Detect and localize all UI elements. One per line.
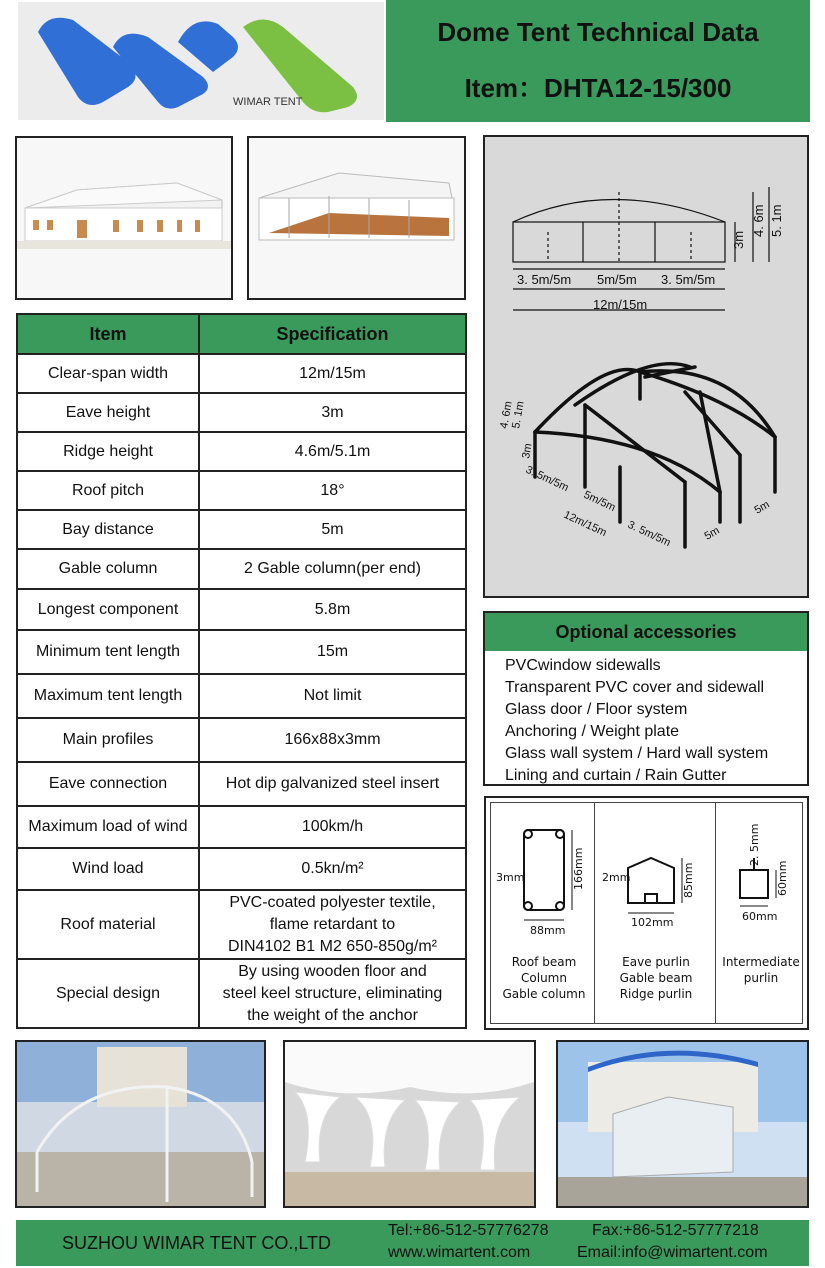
curtain-interior-image-icon <box>285 1042 534 1206</box>
row-item: Eave height <box>17 393 199 432</box>
header-title-panel <box>386 0 810 122</box>
company-name: SUZHOU WIMAR TENT CO.,LTD <box>62 1233 332 1253</box>
row-spec: 5.8m <box>199 589 466 630</box>
list-item: Glass wall system / Hard wall system <box>505 745 769 762</box>
tent-interior-image-icon <box>249 138 464 298</box>
label-line: Intermediate <box>722 955 800 969</box>
table-row <box>17 762 466 806</box>
table-row <box>17 432 466 471</box>
row-spec: 100km/h <box>199 806 466 848</box>
footer <box>16 1220 809 1266</box>
tent-dimension-drawing-icon <box>485 137 807 596</box>
table-row <box>17 549 466 589</box>
row-item: Special design <box>17 959 199 1028</box>
table-row <box>17 589 466 630</box>
list-item: Transparent PVC cover and sidewall <box>505 679 765 696</box>
svg-text:5. 1m: 5. 1m <box>510 400 527 430</box>
spec-table <box>16 313 467 1029</box>
svg-text:5m/5m: 5m/5m <box>581 488 618 514</box>
svg-text:WIMAR TENT: WIMAR TENT <box>233 96 303 108</box>
tent-exterior-image-icon <box>17 138 231 298</box>
list-item: PVCwindow sidewalls <box>505 657 661 674</box>
profiles-panel <box>484 796 809 1030</box>
label-line: Eave purlin <box>622 955 690 969</box>
spec-table-header <box>17 314 466 354</box>
row-item: Gable column <box>17 549 199 589</box>
list-item: Lining and curtain / Rain Gutter <box>505 767 727 784</box>
svg-text:4. 6m: 4. 6m <box>751 204 766 237</box>
svg-text:3m: 3m <box>731 230 746 249</box>
svg-text:3. 5m/5m: 3. 5m/5m <box>625 518 673 550</box>
col-item-header: Item <box>17 314 199 354</box>
table-row <box>17 718 466 762</box>
profile-label-1 <box>494 954 594 1002</box>
page-title: Dome Tent Technical Data <box>437 17 759 47</box>
svg-text:3m: 3m <box>520 442 535 460</box>
construction-image-icon <box>17 1042 264 1206</box>
row-item: Ridge height <box>17 432 199 471</box>
svg-text:60mm: 60mm <box>776 860 789 896</box>
profile-label-2 <box>598 954 714 1002</box>
col-spec-header: Specification <box>199 314 466 354</box>
accessories-list <box>483 651 809 786</box>
row-item: Main profiles <box>17 718 199 762</box>
item-code: Item：DHTA12-15/300 <box>464 73 732 103</box>
svg-text:102mm: 102mm <box>631 916 674 929</box>
row-spec: 4.6m/5.1m <box>199 432 466 471</box>
table-row <box>17 354 466 393</box>
table-row <box>17 959 466 1028</box>
row-spec: Not limit <box>199 674 466 718</box>
footer-website-link[interactable]: www.wimartent.com <box>388 1244 531 1261</box>
svg-text:3. 5m/5m: 3. 5m/5m <box>517 272 572 287</box>
table-row <box>17 674 466 718</box>
svg-text:3. 5m/5m: 3. 5m/5m <box>523 463 571 495</box>
footer-tel: Tel:+86-512-57776278 <box>388 1222 549 1239</box>
label-line: Column <box>521 971 567 985</box>
row-item: Longest component <box>17 589 199 630</box>
spec-line: steel keel structure, eliminating <box>222 984 443 1002</box>
svg-text:88mm: 88mm <box>530 924 566 937</box>
svg-text:5m/5m: 5m/5m <box>597 272 637 287</box>
svg-text:12m/15m: 12m/15m <box>561 508 609 540</box>
technical-drawing <box>483 135 809 598</box>
table-row <box>17 630 466 674</box>
row-item: Wind load <box>17 848 199 890</box>
spec-line: the weight of the anchor <box>247 1006 418 1024</box>
row-spec: 15m <box>199 630 466 674</box>
svg-text:2. 5mm: 2. 5mm <box>748 823 761 866</box>
row-item: Maximum tent length <box>17 674 199 718</box>
wimar-logo-icon <box>18 2 384 120</box>
label-line: Gable column <box>502 987 586 1001</box>
spec-line: flame retardant to <box>269 915 396 933</box>
footer-email-link[interactable]: Email:info@wimartent.com <box>577 1244 768 1261</box>
row-item: Clear-span width <box>17 354 199 393</box>
tent-photo-exterior <box>15 136 233 300</box>
table-row <box>17 806 466 848</box>
svg-text:5. 1m: 5. 1m <box>769 204 784 237</box>
row-spec: 18° <box>199 471 466 510</box>
footer-fax: Fax:+86-512-57777218 <box>592 1222 759 1239</box>
row-spec: 3m <box>199 393 466 432</box>
label-line: purlin <box>743 971 779 985</box>
row-item: Bay distance <box>17 510 199 549</box>
row-spec <box>199 959 466 1028</box>
photo-frame-interior-curtains <box>283 1040 536 1208</box>
tent-photo-interior <box>247 136 466 300</box>
clear-tent-image-icon <box>558 1042 807 1206</box>
profile-label-3 <box>718 954 804 986</box>
accessories-title: Optional accessories <box>483 611 809 651</box>
row-item: Minimum tent length <box>17 630 199 674</box>
row-item: Eave connection <box>17 762 199 806</box>
row-spec: 2 Gable column(per end) <box>199 549 466 589</box>
row-item: Roof material <box>17 890 199 959</box>
row-item: Roof pitch <box>17 471 199 510</box>
svg-text:5m: 5m <box>702 524 722 543</box>
svg-text:12m/15m: 12m/15m <box>593 297 648 312</box>
photo-frame-construction <box>15 1040 266 1208</box>
row-spec: 5m <box>199 510 466 549</box>
row-spec <box>199 890 466 959</box>
svg-text:3mm: 3mm <box>496 871 525 884</box>
row-spec: 0.5kn/m² <box>199 848 466 890</box>
svg-text:166mm: 166mm <box>572 847 585 890</box>
svg-text:85mm: 85mm <box>682 862 695 898</box>
row-spec: 12m/15m <box>199 354 466 393</box>
row-spec: Hot dip galvanized steel insert <box>199 762 466 806</box>
table-row <box>17 848 466 890</box>
label-line: Gable beam <box>619 971 693 985</box>
spec-line: DIN4102 B1 M2 650-850g/m² <box>228 937 437 955</box>
svg-text:60mm: 60mm <box>742 910 778 923</box>
list-item: Glass door / Floor system <box>505 701 688 718</box>
photo-frame-exterior-clear <box>556 1040 809 1208</box>
spec-line: By using wooden floor and <box>238 962 427 980</box>
row-item: Maximum load of wind <box>17 806 199 848</box>
table-row <box>17 510 466 549</box>
spec-line: PVC-coated polyester textile, <box>229 893 436 911</box>
label-line: Roof beam <box>511 955 577 969</box>
svg-text:2mm: 2mm <box>602 871 631 884</box>
table-row <box>17 890 466 959</box>
table-row <box>17 471 466 510</box>
row-spec: 166x88x3mm <box>199 718 466 762</box>
svg-text:4. 6m: 4. 6m <box>498 400 515 430</box>
label-line: Ridge purlin <box>619 987 693 1001</box>
list-item: Anchoring / Weight plate <box>505 723 680 740</box>
svg-text:3. 5m/5m: 3. 5m/5m <box>661 272 716 287</box>
svg-text:5m: 5m <box>752 498 772 517</box>
table-row <box>17 393 466 432</box>
company-logo <box>18 2 384 120</box>
